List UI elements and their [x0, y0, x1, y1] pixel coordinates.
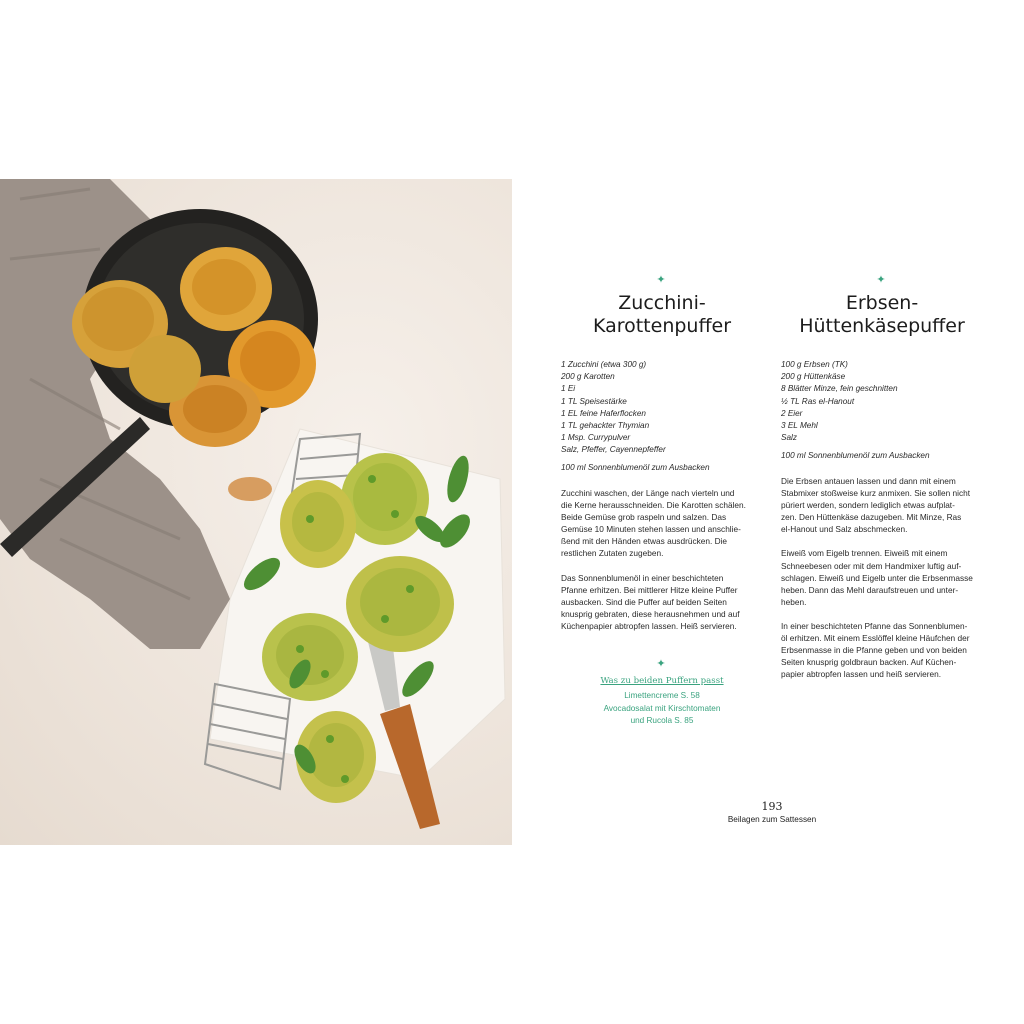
text-line: heben. Dann das Mehl daraufstreuen und unter-	[781, 584, 959, 595]
ingredient: 1 TL Speisestärke	[561, 396, 627, 406]
instruction-paragraph	[561, 572, 746, 632]
tip-link: Limettencreme S. 58	[624, 691, 700, 700]
ingredient: 100 g Erbsen (TK)	[781, 360, 848, 369]
text-line: el-Hanout und Salz abschmecken.	[781, 524, 908, 535]
ornament-tip: ✦	[656, 657, 666, 670]
ingredient: 1 Ei	[561, 384, 576, 394]
text-line: ausbacken. Sind die Puffer auf beiden Seiten	[561, 596, 727, 607]
text-line: Eiweiß vom Eigelb trennen. Eiweiß mit einem	[781, 548, 948, 559]
ingredient: 200 g Karotten	[561, 372, 615, 382]
tip-link: Avocadosalat mit Kirschtomaten	[603, 704, 721, 713]
text-line: Schneebesen oder mit dem Handmixer luftig auf-	[781, 560, 962, 571]
right-title-line2: Hüttenkäsepuffer	[799, 315, 965, 337]
ingredient: 1 EL feine Haferflocken	[561, 408, 646, 418]
text-line: Gemüse 10 Minuten stehen lassen und anschlie-	[561, 524, 741, 535]
text-line: schlagen. Eiweiß und Eigelb unter die Erbsenmasse	[781, 572, 973, 583]
left-ingredients-list	[561, 359, 666, 457]
right-oil-note: 100 ml Sonnenblumenöl zum Ausbacken	[781, 451, 930, 460]
text-line: knusprig gebraten, diese herausnehmen und auf	[561, 608, 740, 619]
text-line: die Kerne herausschneiden. Die Karotten schälen.	[561, 500, 746, 511]
carrot-fritter	[129, 335, 201, 403]
instruction-paragraph	[561, 487, 746, 560]
tip-heading: Was zu beiden Puffern passt	[600, 676, 724, 686]
text-line: zen. Den Hüttenkäse dazugeben. Mit Minze, Ras	[781, 512, 962, 523]
text-line: Pfanne erhitzen. Bei mittlerer Hitze kleine Puffer	[561, 584, 738, 595]
text-line: Erbsenmasse in die Pfanne geben und von beiden	[781, 645, 967, 656]
ingredient: 1 Zucchini (etwa 300 g)	[561, 360, 647, 369]
text-line: Zucchini waschen, der Länge nach vierteln und	[561, 488, 735, 498]
text-line: öl erhitzen. Mit einem Esslöffel kleine Häufchen der	[781, 633, 970, 644]
left-instructions	[561, 487, 746, 644]
ingredient: Salz, Pfeffer, Cayennepfeffer	[561, 445, 666, 455]
ornament-left: ✦	[656, 273, 666, 286]
right-ingredients-list	[781, 359, 898, 444]
text-line: restlichen Zutaten zugeben.	[561, 548, 664, 559]
text-line: ßend mit den Händen etwas ausdrücken. Die	[561, 536, 728, 547]
text-line: Küchenpapier abtropfen lassen. Heiß servieren.	[561, 620, 737, 631]
page-number: 193	[761, 800, 783, 813]
ornament-right: ✦	[876, 273, 886, 286]
ingredient: Salz	[781, 433, 797, 443]
text-line: püriert werden, sondern lediglich etwas aufplat-	[781, 500, 955, 511]
instruction-paragraph	[781, 475, 973, 535]
curry-powder	[228, 477, 272, 501]
right-recipe-title	[772, 292, 992, 338]
text-line: Beide Gemüse grob raspeln und salzen. Das	[561, 512, 727, 523]
text-line: Stabmixer stoßweise kurz anmixen. Sie sollen nicht	[781, 488, 971, 499]
right-title-line1: Erbsen-	[845, 292, 919, 314]
food-photo	[0, 179, 512, 845]
left-recipe-title	[562, 292, 762, 338]
text-line: heben.	[781, 596, 807, 607]
text-line: Seiten knusprig goldbraun backen. Auf Küchen-	[781, 657, 957, 668]
instruction-paragraph	[781, 620, 973, 680]
left-title-line2: Karottenpuffer	[592, 315, 732, 337]
text-line: Das Sonnenblumenöl in einer beschichteten	[561, 572, 724, 583]
ingredient: 1 Msp. Currypulver	[561, 433, 631, 443]
chapter-title: Beilagen zum Sattessen	[727, 815, 817, 824]
ingredient: ½ TL Ras el-Hanout	[781, 396, 855, 406]
ingredient: 3 EL Mehl	[781, 421, 818, 431]
ingredient: 200 g Hüttenkäse	[781, 372, 846, 382]
text-line: In einer beschichteten Pfanne das Sonnenblumen-	[781, 620, 968, 631]
instruction-paragraph	[781, 547, 973, 607]
text-line: papier abtropfen lassen und heiß servieren.	[781, 669, 942, 680]
ingredient: 2 Eier	[781, 408, 803, 418]
right-instructions	[781, 475, 973, 692]
text-line: Die Erbsen antauen lassen und dann mit einem	[781, 476, 956, 486]
left-title-line1: Zucchini-	[618, 292, 706, 314]
ingredient: 8 Blätter Minze, fein geschnitten	[781, 384, 898, 394]
left-oil-note: 100 ml Sonnenblumenöl zum Ausbacken	[561, 463, 710, 472]
ingredient: 1 TL gehackter Thymian	[561, 421, 650, 431]
fritters-illustration	[0, 179, 512, 845]
tip-link: und Rucola S. 85	[630, 716, 694, 725]
